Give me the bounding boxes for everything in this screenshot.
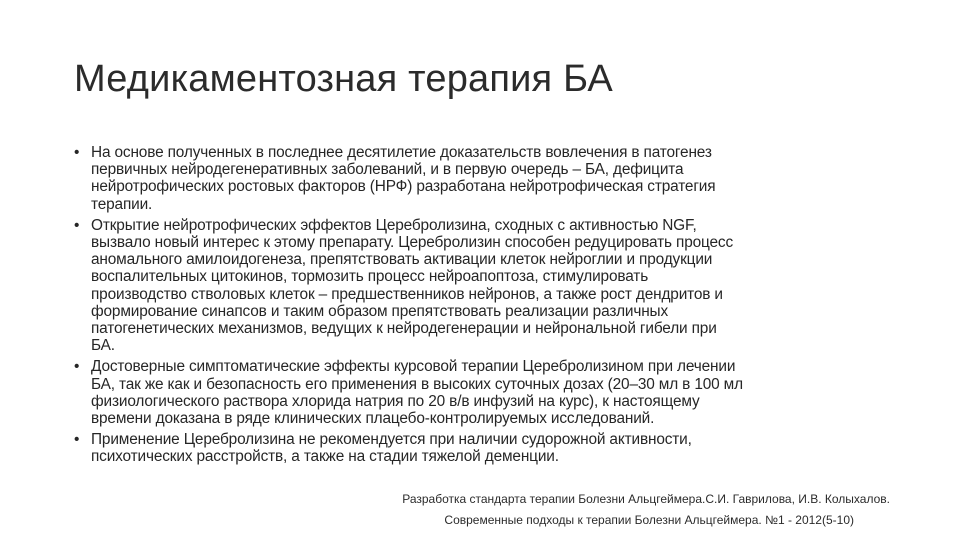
reference-line: Современные подходы к терапии Болезни Альцгеймера. №1 - 2012(5-10) — [444, 513, 854, 527]
bullet-text-line: формирование синапсов и таким образом препятствовать реализации различных — [91, 302, 669, 320]
bullet-text-line: Открытие нейротрофических эффектов Церебролизина, сходных с активностью NGF, — [91, 216, 697, 234]
bullet-item — [74, 217, 894, 355]
bullet-marker: • — [74, 431, 80, 449]
bullet-item — [74, 144, 894, 213]
bullet-text-line: воспалительных цитокинов, тормозить процесс нейроапоптоза, стимулировать — [91, 268, 649, 286]
reference-citation — [402, 489, 890, 531]
bullet-list — [74, 144, 894, 470]
bullet-text-line: вызвало новый интерес к этому препарату. Церебролизин способен редуцировать процесс — [91, 234, 734, 252]
bullet-text-line: БА. — [91, 337, 115, 355]
bullet-text-line: физиологического раствора хлорида натрия по 20 в/в инфузий на курс), к настоящему — [91, 392, 700, 410]
bullet-text-line: БА, так же как и безопасность его применения в высоких суточных дозах (20–30 мл в 100 мл — [91, 375, 743, 393]
reference-line: Разработка стандарта терапии Болезни Альцгеймера.С.И. Гаврилова, И.В. Колыхалов. — [402, 492, 890, 506]
bullet-marker: • — [74, 358, 80, 376]
slide-title: Медикаментозная терапия БА — [74, 58, 613, 100]
bullet-text-line: Достоверные симптоматические эффекты курсовой терапии Церебролизином при лечении — [91, 358, 736, 376]
bullet-text-line: На основе полученных в последнее десятилетие доказательств вовлечения в патогенез — [91, 144, 712, 161]
bullet-text-line: первичных нейродегенеративных заболеваний, и в первую очередь – БА, дефицита — [91, 161, 684, 179]
bullet-item — [74, 431, 894, 465]
bullet-marker: • — [74, 216, 80, 234]
bullet-text-line: патогенетических механизмов, ведущих к нейродегенерации и нейрональной гибели при — [91, 320, 717, 338]
bullet-text-line: психотических расстройств, а также на стадии тяжелой деменции. — [91, 448, 559, 466]
bullet-text-line: Применение Церебролизина не рекомендуется при наличии судорожной активности, — [91, 431, 692, 449]
bullet-text-line: времени доказана в ряде клинических плацебо-контролируемых исследований. — [91, 410, 655, 428]
bullet-text-line: терапии. — [91, 195, 153, 213]
bullet-marker: • — [74, 144, 80, 161]
bullet-text-line: производство стволовых клеток – предшественников нейронов, а также рост дендритов и — [91, 285, 723, 303]
bullet-text-line: нейротрофических ростовых факторов (НРФ) разработана нейротрофическая стратегия — [91, 178, 716, 196]
bullet-text-line: аномального амилоидогенеза, препятствовать активации клеток нейроглии и продукции — [91, 251, 713, 269]
bullet-item — [74, 358, 894, 427]
